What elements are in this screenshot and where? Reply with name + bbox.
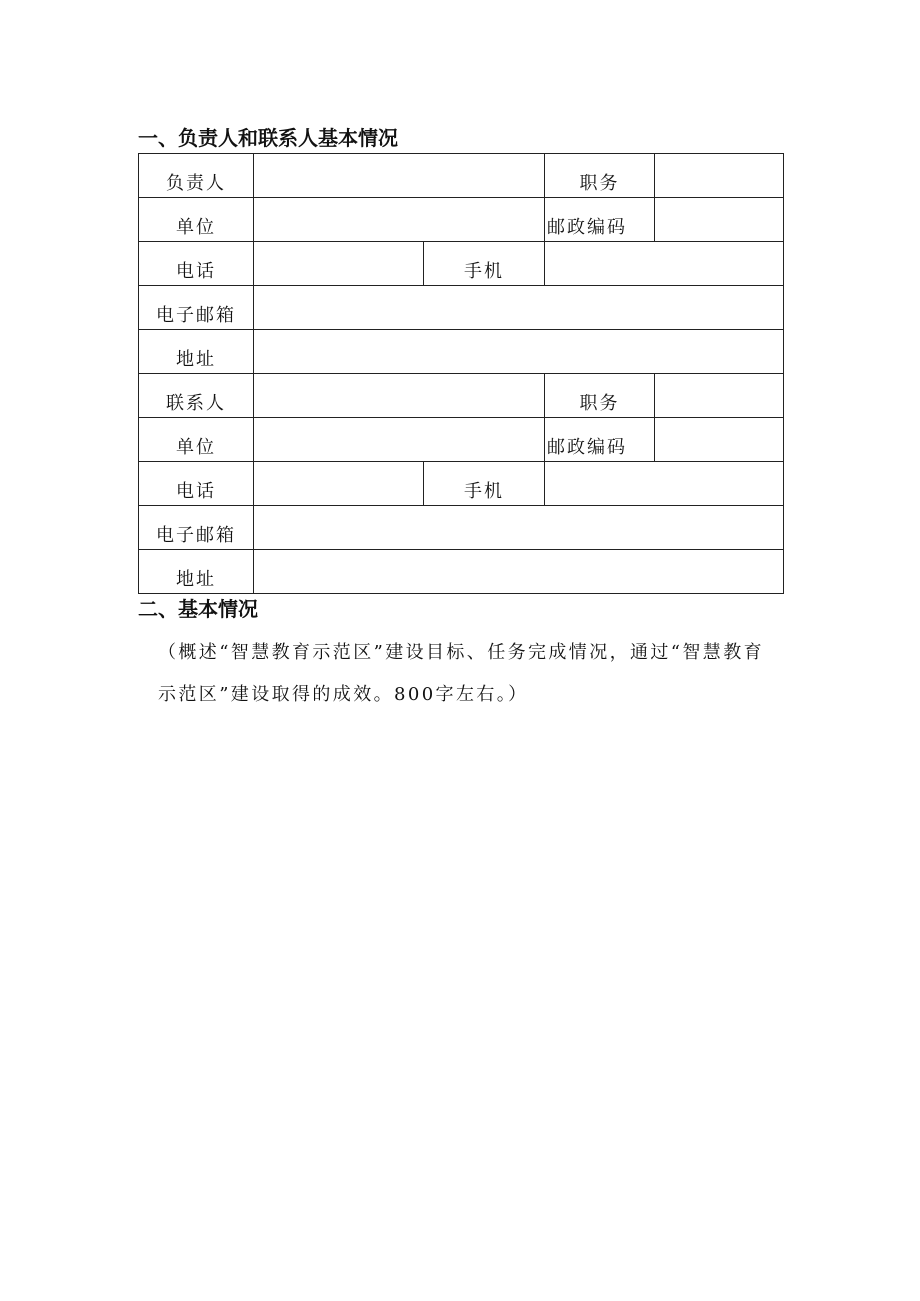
- section-heading-principal-contact: 一、负责人和联系人基本情况: [138, 126, 398, 150]
- input-cell-principal-email[interactable]: [254, 286, 784, 330]
- table-row-principal-unit: [139, 198, 784, 242]
- label-email: 电子邮箱: [156, 305, 236, 326]
- label-cell-principal-postcode: [545, 198, 655, 242]
- input-cell-principal-position[interactable]: [655, 154, 784, 198]
- label-cell-principal-phone: [139, 242, 254, 286]
- label-cell-principal-name: [139, 154, 254, 198]
- input-cell-principal-mobile[interactable]: [545, 242, 784, 286]
- label-cell-contact-mobile: [424, 462, 545, 506]
- table-row-principal-address: [139, 330, 784, 374]
- label-position: 职务: [579, 393, 620, 414]
- input-cell-contact-phone[interactable]: [254, 462, 424, 506]
- table-row-contact-phone: [139, 462, 784, 506]
- label-cell-contact-phone: [139, 462, 254, 506]
- input-cell-contact-postcode[interactable]: [655, 418, 784, 462]
- label-cell-contact-email: [139, 506, 254, 550]
- table-row-contact-email: [139, 506, 784, 550]
- table-row-principal-name: [139, 154, 784, 198]
- input-cell-contact-email[interactable]: [254, 506, 784, 550]
- label-address: 地址: [176, 569, 216, 590]
- input-cell-principal-name[interactable]: [254, 154, 545, 198]
- table-row-principal-email: [139, 286, 784, 330]
- table-row-contact-name: [139, 374, 784, 418]
- label-cell-contact-address: [139, 550, 254, 594]
- table-row-contact-unit: [139, 418, 784, 462]
- label-cell-contact-name: [139, 374, 254, 418]
- label-principal: 负责人: [166, 173, 226, 194]
- instruction-paragraph: （概述“智慧教育示范区”建设目标、任务完成情况，通过“智慧教育示范区”建设取得的成效。800字左右。）: [158, 642, 765, 705]
- label-phone: 电话: [176, 261, 216, 282]
- label-contact: 联系人: [166, 393, 226, 414]
- label-cell-contact-position: [545, 374, 655, 418]
- input-cell-principal-address[interactable]: [254, 330, 784, 374]
- contact-info-table: [138, 153, 784, 594]
- label-postcode: 邮政编码: [547, 437, 627, 458]
- label-cell-principal-mobile: [424, 242, 545, 286]
- label-unit: 单位: [176, 217, 216, 238]
- label-cell-contact-unit: [139, 418, 254, 462]
- label-cell-principal-address: [139, 330, 254, 374]
- input-cell-contact-unit[interactable]: [254, 418, 545, 462]
- label-cell-principal-unit: [139, 198, 254, 242]
- label-cell-principal-email: [139, 286, 254, 330]
- label-address: 地址: [176, 349, 216, 370]
- label-mobile: 手机: [464, 481, 504, 502]
- label-cell-contact-postcode: [545, 418, 655, 462]
- input-cell-contact-mobile[interactable]: [545, 462, 784, 506]
- label-unit: 单位: [176, 437, 216, 458]
- table-row-principal-phone: [139, 242, 784, 286]
- input-cell-principal-postcode[interactable]: [655, 198, 784, 242]
- label-position: 职务: [579, 173, 620, 194]
- label-mobile: 手机: [464, 261, 504, 282]
- label-email: 电子邮箱: [156, 525, 236, 546]
- table-row-contact-address: [139, 550, 784, 594]
- input-cell-principal-phone[interactable]: [254, 242, 424, 286]
- input-cell-contact-position[interactable]: [655, 374, 784, 418]
- label-phone: 电话: [176, 481, 216, 502]
- section-heading-basic-situation: 二、基本情况: [138, 597, 258, 621]
- input-cell-contact-name[interactable]: [254, 374, 545, 418]
- input-cell-contact-address[interactable]: [254, 550, 784, 594]
- label-cell-principal-position: [545, 154, 655, 198]
- label-postcode: 邮政编码: [547, 217, 627, 238]
- input-cell-principal-unit[interactable]: [254, 198, 545, 242]
